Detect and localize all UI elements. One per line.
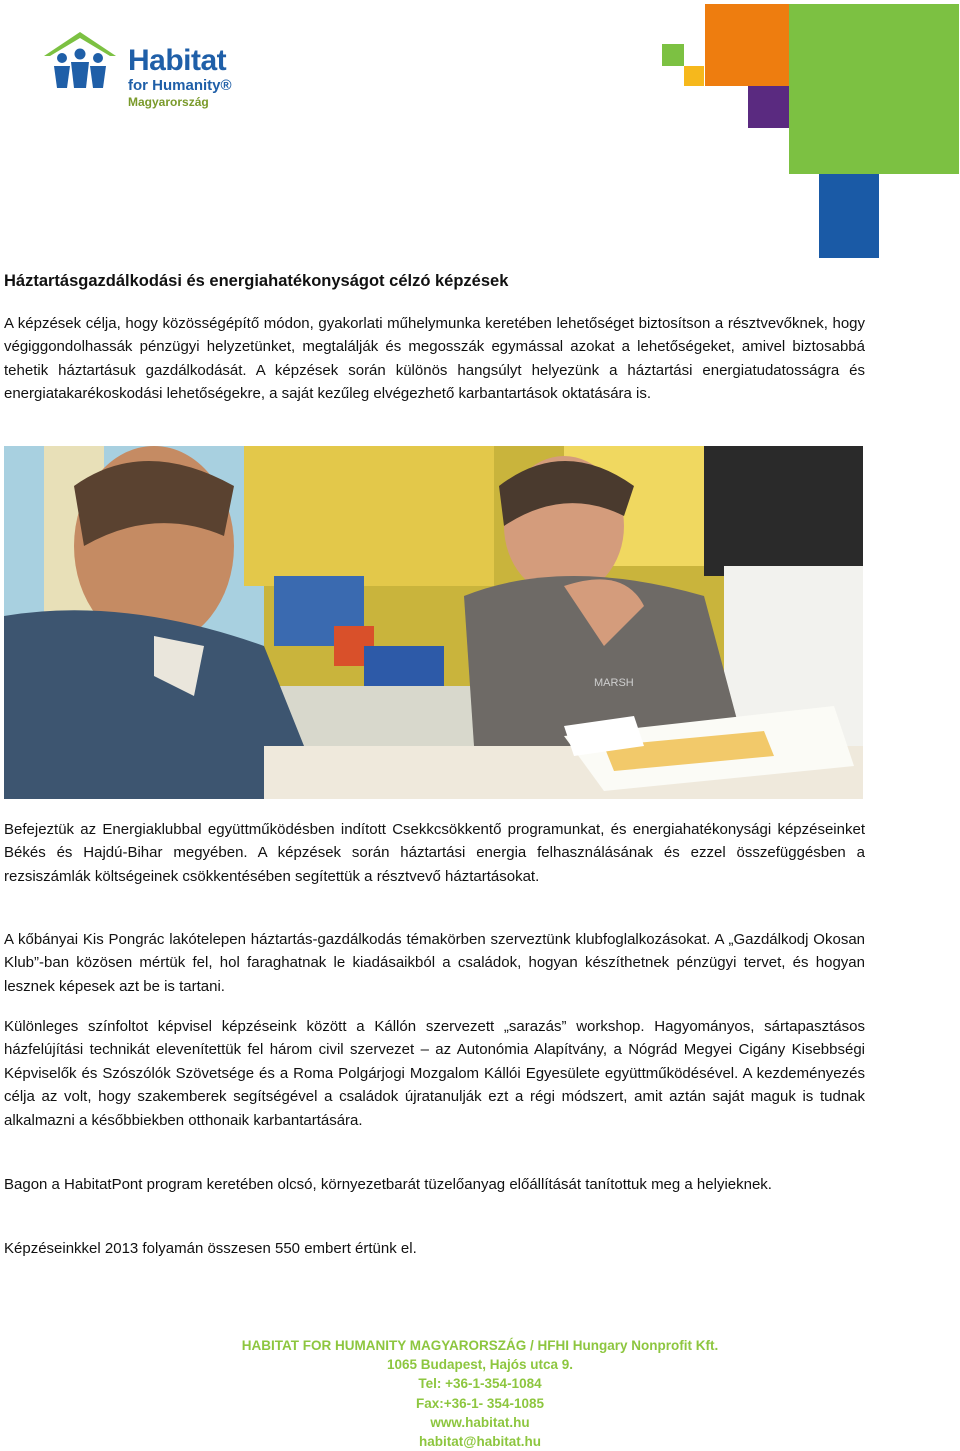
footer-contact: [0, 1336, 960, 1451]
decor-square-purple: [748, 86, 789, 128]
paragraph-summary: Képzéseinkkel 2013 folyamán összesen 550 embert értünk el.: [4, 1240, 417, 1257]
logo-subtitle: for Humanity®: [128, 77, 232, 94]
footer-organization: HABITAT FOR HUMANITY MAGYARORSZÁG / HFHI Hungary Nonprofit Kft.: [241, 1338, 719, 1353]
decor-square-yellow: [684, 66, 704, 86]
training-photo: [4, 446, 863, 799]
footer-fax: Fax:+36-1- 354-1085: [416, 1395, 544, 1411]
house-people-icon: [40, 26, 124, 96]
logo-word: Habitat: [128, 44, 227, 77]
paragraph-energiaklub: Befejeztük az Energiaklubbal együttműködésben indított Csekkcsökkentő programunkat, és energiahatékonysági képzéseinket Békés és Hajdú-Bihar megyében. A képzések során háztartási energia felhasználásának és ezzel összefüggésben a rezsiszámlák költségeinek csökkentésében segítettük a résztvevő háztartásokat.: [4, 821, 865, 885]
decor-square-green-small: [662, 44, 684, 66]
paragraph-kobanya: A kőbányai Kis Pongrác lakótelepen háztartás-gazdálkodás témakörben szerveztünk klubfoglalkozásokat. A „Gazdálkodj Okosan Klub”-ban közösen mértük fel, hol faraghatnak le kiadásaikból a családok, hogyan készíthetnek pénzügyi tervet, és hogyan lesznek képesek azt be is tartani.: [4, 931, 865, 995]
decor-square-green-large: [789, 4, 959, 174]
footer-phone: Tel: +36-1-354-1084: [418, 1376, 542, 1392]
paragraph-sarazas: Különleges színfoltot képvisel képzéseink között a Kállón szervezett „sarazás” workshop. Hagyományos, sártapasztásos házfelújítási technikát elevenítettük fel három civil szervezet – az Autonómia Alapítvány, a Nógrád Megyei Cigány Kisebbségi Képviselők és Szószólók Szövetsége és a Roma Polgárjogi Mozgalom Kállói Egyesülete együttműködésével. A kezdeményezés célja az volt, hogy szakemberek segítségével a családok újratanulják ezt a régi módszert, amit aztán saját maguk is tudnak alkalmazni a későbbiekben otthonaik karbantartására.: [4, 1018, 865, 1129]
habitat-logo: [40, 26, 260, 116]
logo-country: Magyarország: [128, 95, 209, 109]
footer-address: 1065 Budapest, Hajós utca 9.: [386, 1357, 574, 1373]
article-title: Háztartásgazdálkodási és energiahatékonyságot célzó képzések: [4, 272, 509, 290]
footer-website-link[interactable]: www.habitat.hu: [430, 1414, 530, 1430]
paragraph-bag: Bagon a HabitatPont program keretében olcsó, környezetbarát tüzelőanyag előállítását tanítottuk meg a helyieknek.: [4, 1176, 772, 1193]
decor-square-blue: [819, 174, 879, 258]
shirt-text: MARSH: [594, 677, 634, 689]
footer-email-link[interactable]: habitat@habitat.hu: [419, 1434, 541, 1450]
decor-square-orange: [705, 4, 789, 86]
paragraph-intro: A képzések célja, hogy közösségépítő módon, gyakorlati műhelymunka keretében lehetőséget biztosítson a résztvevőknek, hogy végiggondolhassák pénzügyi helyzetünket, megtalálják és megosszák egymással azokat a lehetőségeket, amivel biztosabbá tehetik háztartásuk gazdálkodását. A képzések során különös hangsúlyt helyezünk a háztartási energiatudatosságra és energiatakarékoskodási lehetőségekre, a saját kezűleg elvégezhető karbantartások oktatására is.: [4, 315, 865, 403]
